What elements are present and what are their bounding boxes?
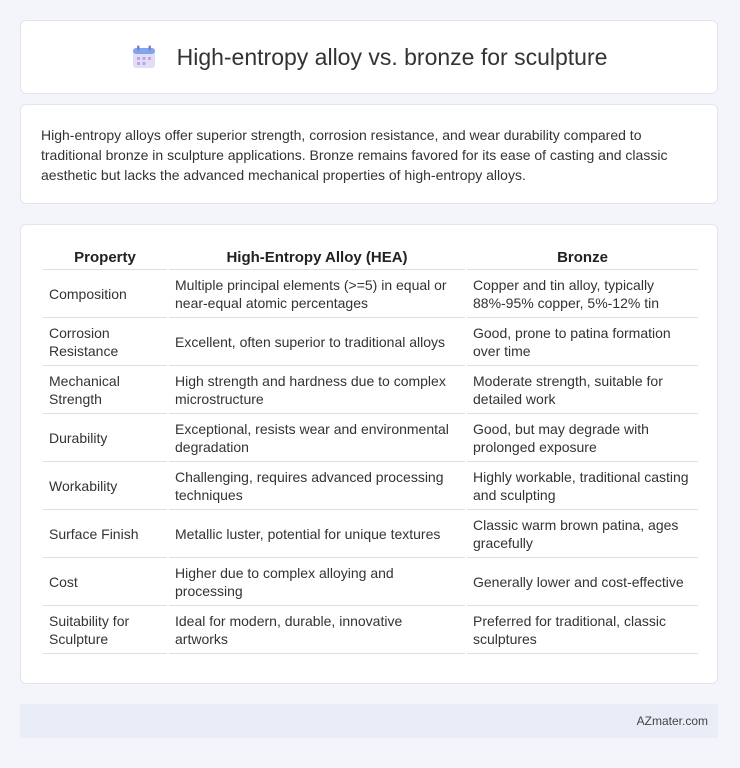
row-property: Suitability for Sculpture (43, 605, 167, 654)
header-card (20, 20, 718, 94)
row-hea-value: Challenging, requires advanced processing techniques (169, 461, 465, 509)
comparison-table (41, 245, 700, 654)
row-property: Corrosion Resistance (43, 317, 167, 365)
row-property: Workability (43, 461, 167, 509)
row-bronze-value: Good, but may degrade with prolonged exposure (467, 413, 698, 461)
row-hea-value: Metallic luster, potential for unique textures (169, 509, 465, 557)
row-property: Cost (43, 557, 167, 605)
calendar-icon (131, 44, 157, 70)
table-header-row (43, 245, 698, 269)
table-row (43, 605, 698, 654)
header-hea: High-Entropy Alloy (HEA) (226, 249, 408, 266)
table-row (43, 557, 698, 605)
row-hea-value: Higher due to complex alloying and processing (169, 557, 465, 605)
table-row (43, 365, 698, 413)
row-bronze-value: Preferred for traditional, classic sculptures (467, 605, 698, 654)
row-bronze-value: Good, prone to patina formation over time (467, 317, 698, 365)
summary-text: High-entropy alloys offer superior strength, corrosion resistance, and wear durability compared to traditional bronze in sculpture applications. Bronze remains favored for its ease of casting and classic aesthetic but lacks the advanced mechanical properties of high-entropy alloys. (41, 127, 668, 183)
row-property: Mechanical Strength (43, 365, 167, 413)
row-hea-value: High strength and hardness due to complex microstructure (169, 365, 465, 413)
table-row (43, 461, 698, 509)
page-title: High-entropy alloy vs. bronze for sculpture (176, 43, 608, 70)
row-hea-value: Multiple principal elements (>=5) in equal or near-equal atomic percentages (169, 269, 465, 317)
row-hea-value: Exceptional, resists wear and environmental degradation (169, 413, 465, 461)
row-property: Composition (43, 269, 167, 317)
row-bronze-value: Classic warm brown patina, ages gracefully (467, 509, 698, 557)
header-bronze: Bronze (557, 249, 608, 266)
row-bronze-value: Generally lower and cost-effective (467, 557, 698, 605)
row-property: Surface Finish (43, 509, 167, 557)
row-hea-value: Excellent, often superior to traditional alloys (169, 317, 465, 365)
comparison-card (20, 224, 718, 684)
row-property: Durability (43, 413, 167, 461)
header-property: Property (74, 249, 136, 266)
row-hea-value: Ideal for modern, durable, innovative artworks (169, 605, 465, 654)
footer-brand[interactable]: AZmater.com (636, 714, 708, 728)
row-bronze-value: Copper and tin alloy, typically 88%-95% copper, 5%-12% tin (467, 269, 698, 317)
row-bronze-value: Moderate strength, suitable for detailed work (467, 365, 698, 413)
row-bronze-value: Highly workable, traditional casting and sculpting (467, 461, 698, 509)
table-row (43, 509, 698, 557)
table-row (43, 317, 698, 365)
table-row (43, 413, 698, 461)
footer-bar (20, 704, 718, 738)
summary-card (20, 104, 718, 204)
table-row (43, 269, 698, 317)
